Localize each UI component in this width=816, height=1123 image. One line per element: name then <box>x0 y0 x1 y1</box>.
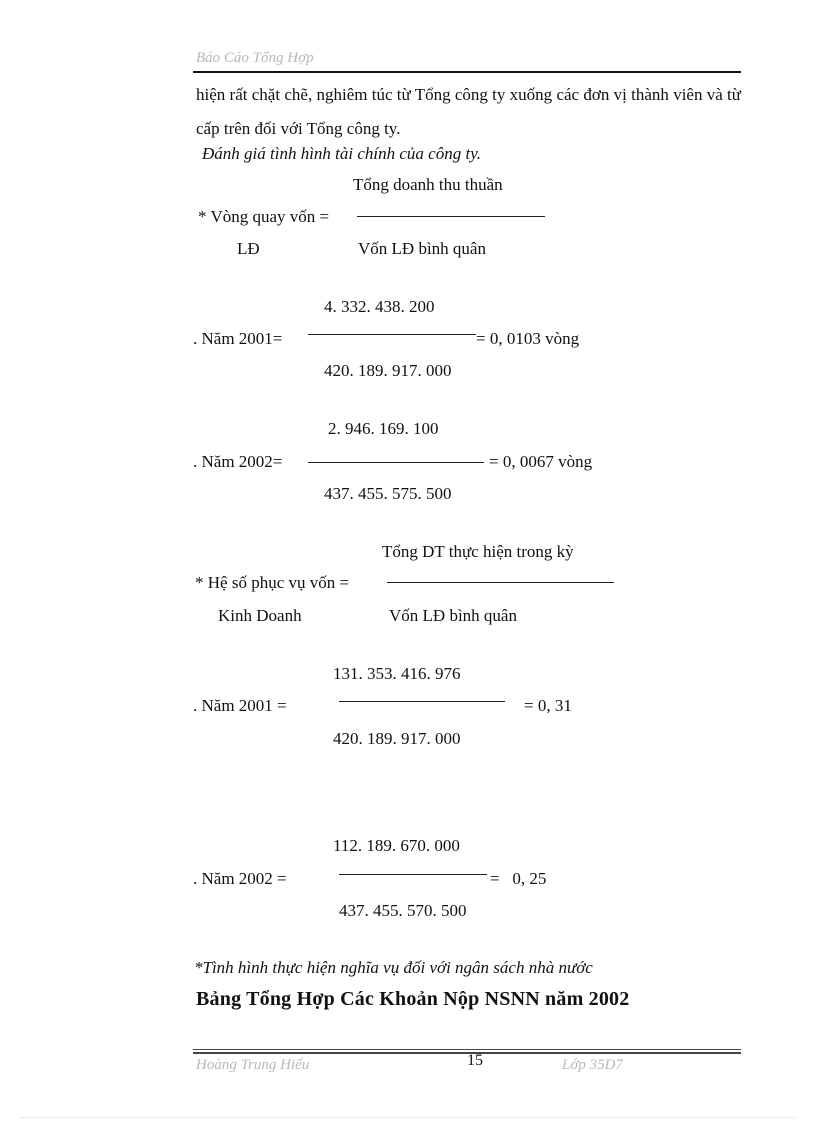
footer-class: Lớp 35D7 <box>562 1057 623 1073</box>
calc2-2002-denominator: 437. 455. 570. 500 <box>339 901 467 920</box>
running-header: Báo Cáo Tổng Hợp <box>196 50 314 66</box>
budget-heading: *Tình hình thực hiện nghĩa vụ đối với ngân sách nhà nước <box>194 958 593 977</box>
calc2-2001-label: . Năm 2001 = <box>193 696 287 715</box>
calc-2002-numerator: 2. 946. 169. 100 <box>328 419 439 438</box>
footer-rule-top <box>193 1049 741 1050</box>
page-edge-dotted-line <box>20 1117 796 1118</box>
calc-2002-denominator: 437. 455. 575. 500 <box>324 484 452 503</box>
formula2-numerator: Tổng DT thực hiện trong kỳ <box>382 542 574 561</box>
calc-2001-denominator: 420. 189. 917. 000 <box>324 361 452 380</box>
calc2-2001-result: = 0, 31 <box>524 696 572 715</box>
formula2-fraction-line <box>387 582 614 583</box>
calc-2001-label: . Năm 2001= <box>193 329 283 348</box>
formula2-denominator: Vốn LĐ bình quân <box>389 606 517 625</box>
calc-2001-fraction-line <box>308 334 476 335</box>
formula1-label: * Vòng quay vốn = <box>198 207 330 226</box>
page-number: 15 <box>467 1052 483 1069</box>
calc-2001-result: = 0, 0103 vòng <box>476 329 580 348</box>
formula1-fraction-line <box>357 216 545 217</box>
calc2-2002-label: . Năm 2002 = <box>193 869 287 888</box>
evaluation-heading: Đánh giá tình hình tài chính của công ty. <box>202 144 482 163</box>
calc2-2002-result: = 0, 25 <box>490 869 547 888</box>
calc2-2001-denominator: 420. 189. 917. 000 <box>333 729 461 748</box>
calc2-2001-numerator: 131. 353. 416. 976 <box>333 664 461 683</box>
formula2-sub-label: Kinh Doanh <box>218 606 302 625</box>
calc-2002-label: . Năm 2002= <box>193 452 283 471</box>
formula2-label: * Hệ số phục vụ vốn = <box>195 573 350 592</box>
calc2-2001-fraction-line <box>339 701 505 702</box>
intro-paragraph: hiện rất chặt chẽ, nghiêm túc từ Tổng công ty xuống các đơn vị thành viên và từ cấp trên đối với Tổng công ty. <box>196 85 741 138</box>
formula1-denominator: Vốn LĐ bình quân <box>358 239 486 258</box>
calc2-2002-numerator: 112. 189. 670. 000 <box>333 836 460 855</box>
table-title: Bảng Tổng Hợp Các Khoản Nộp NSNN năm 2002 <box>196 988 630 1010</box>
formula1-numerator: Tổng doanh thu thuần <box>353 175 503 194</box>
calc-2001-numerator: 4. 332. 438. 200 <box>324 297 435 316</box>
calc-2002-fraction-line <box>308 462 484 463</box>
footer-author: Hoàng Trung Hiếu <box>196 1057 310 1073</box>
header-rule <box>193 71 741 73</box>
formula1-sub-label: LĐ <box>237 239 260 258</box>
calc2-2002-fraction-line <box>339 874 487 875</box>
calc-2002-result: = 0, 0067 vòng <box>489 452 593 471</box>
